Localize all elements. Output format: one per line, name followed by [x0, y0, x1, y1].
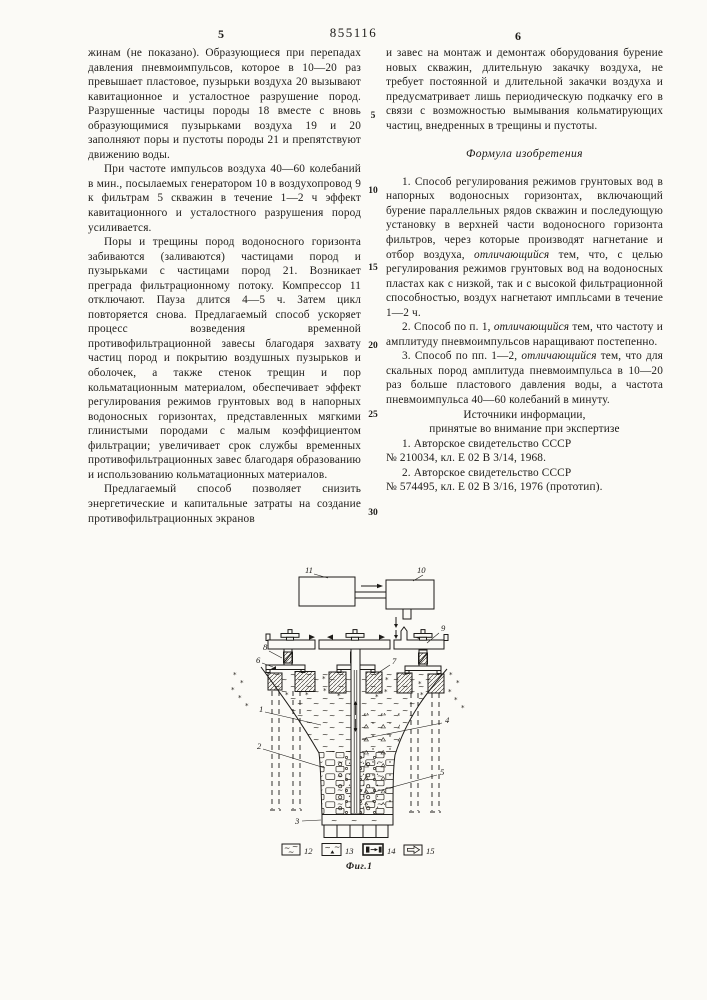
legend-symbol-tilde: ~ — [334, 842, 341, 852]
generator-box — [386, 580, 434, 609]
claim-paragraph — [386, 175, 663, 320]
svg-text:*: * — [456, 679, 460, 687]
legend-label-12: 12 — [304, 846, 313, 856]
paragraph: При частоте импульсов воздуха 40—60 колебаний в мин., посылаемых генератором 10 в воздухопровод 9 к фильтрам 5 скважин в течение 1—2 ч эффект кавитационного и усталостного разрушения пород усиливается. — [88, 163, 361, 234]
svg-text:*: * — [322, 675, 326, 683]
part-label-2: 2 — [257, 741, 262, 751]
flow-arrow-icon — [377, 584, 383, 588]
bottom-layers — [322, 815, 393, 838]
claim-text: тем, что частоту и амплитуду пневмоимпульсов наращивают постепенно. — [386, 321, 663, 348]
svg-text:*: * — [454, 696, 458, 704]
flow-arrow-icon — [327, 635, 333, 640]
claim-paragraph — [386, 349, 663, 407]
svg-text:*: * — [385, 676, 389, 684]
source-line: 1. Авторское свидетельство СССР — [402, 437, 572, 450]
legend-symbol-bar — [379, 847, 382, 853]
legend-label-14: 14 — [387, 846, 396, 856]
gutter-line-number: 5 — [370, 111, 376, 121]
source-line: № 210034, кл. Е 02 В 3/14, 1968. — [386, 452, 547, 465]
svg-text:*: * — [448, 688, 452, 696]
svg-text:*: * — [240, 679, 244, 687]
part-label-3: 3 — [295, 816, 300, 826]
part-label-7: 7 — [392, 656, 397, 666]
svg-text:*: * — [420, 691, 424, 699]
svg-text:*: * — [418, 680, 422, 688]
claim-text: 3. Способ по пп. 1—2, — [402, 350, 522, 363]
wellhead-valve — [414, 630, 432, 641]
column-left — [88, 46, 361, 526]
source-line: 2. Авторское свидетельство СССР — [402, 466, 572, 479]
flow-arrow-icon — [379, 635, 385, 640]
claim-italic-term: отличающийся — [474, 248, 550, 261]
svg-text:*: * — [375, 693, 379, 701]
svg-text:~: ~ — [331, 816, 338, 825]
part-label-5: 5 — [440, 767, 445, 777]
paragraph: жинам (не показано). Образующиеся при перепадах давления пневмоимпульсов, которое в 10—20 раз превышает пластовое, пузырьки воздуха 20 вызывают кавитационное и усталостное разрушение пород. Разрушенные частицы породы 18 вместе с вновь образующимися пузырьками воздуха 19 и 20 заполняют поры и пустоты породы 21 и препятствуют движению воды. — [88, 47, 361, 161]
figure-1 — [225, 563, 495, 885]
svg-text:*: * — [231, 686, 235, 694]
down-arrow-icon — [394, 635, 398, 639]
gutter-line-number: 20 — [368, 341, 378, 351]
part-label-10: 10 — [417, 565, 426, 575]
legend-symbol-arrow — [375, 848, 378, 851]
gutter-line-number: 30 — [368, 508, 378, 518]
part-label-4: 4 — [445, 715, 450, 725]
brick-layer — [324, 825, 388, 838]
source-line: № 574495, кл. Е 02 В 3/16, 1976 (прототип). — [386, 481, 603, 494]
claim-italic-term: отличающийся — [521, 350, 597, 363]
svg-text:*: * — [305, 691, 309, 699]
paragraph: Поры и трещины пород водоносного горизонта забиваются (заливаются) частицами пород и пузырьками с частицами пород 21. Возникает преграда фильтрационному потоку. Компрессор 11 отключают. Пауза длится 4—5 ч. Затем цикл повторяется снова. Предлагаемый способ ускоряет процесс возведения временной противофильтрационной завесы благодаря захвату частиц пород и покрытию воздушных пузырьков и оболочек, а также стенок трещин и пор кольматационным материалом, обеспечивает эффект регулирования режимов грунтовых вод в напорных водоносных горизонтах, представленных мягкими глинистыми породами с малым коэффициентом фильтрации; увеличивает срок службы временных противофильтрационных завес благодаря образованию и использованию кольматационных материалов. — [88, 236, 361, 481]
paragraph: Предлагаемый способ позволяет снизить энергетические и капитальные затраты на создание противофильтрационных экранов — [88, 483, 361, 525]
legend-label-15: 15 — [426, 846, 435, 856]
claim-text: 2. Способ по п. 1, — [402, 321, 494, 334]
page-number-right: 6 — [515, 29, 521, 43]
doc-number: 855116 — [329, 25, 378, 40]
gutter-line-number: 10 — [368, 186, 378, 196]
wellhead-valve — [281, 630, 299, 641]
svg-text:~: ~ — [351, 816, 358, 825]
claim-italic-term: отличающийся — [493, 321, 570, 334]
claim-text: тем, что, с целью регулирования режимов грунтовых вод на водоносных пластах как с низкой, так и с высокой фильтрационной способностью, воздух нагнетают импльсами в течение 1—2 ч. — [386, 248, 664, 319]
figure-drawing — [225, 563, 495, 885]
legend-symbol-tilde: ~ — [284, 843, 291, 853]
svg-text:*: * — [461, 704, 465, 712]
part-label-11: 11 — [305, 565, 313, 575]
down-arrow-icon — [394, 624, 398, 628]
legend-symbol-tilde: ~ — [324, 843, 331, 852]
legend-label-13: 13 — [345, 846, 354, 856]
svg-text:*: * — [337, 692, 341, 700]
machinery — [299, 577, 434, 639]
legend-symbol-tilde: ~ — [288, 847, 295, 857]
column-right — [386, 46, 663, 495]
sources-intro-line: принятые во внимание при экспертизе — [429, 423, 620, 436]
gutter-line-number: 25 — [368, 410, 378, 420]
part-label-9: 9 — [441, 623, 446, 633]
svg-text:*: * — [238, 694, 242, 702]
svg-text:*: * — [245, 702, 249, 710]
part-label-8: 8 — [263, 642, 268, 652]
compressor-box — [299, 577, 355, 606]
part-label-6: 6 — [256, 655, 261, 665]
open-arrow-icon — [408, 846, 420, 853]
central-well-pipe — [351, 649, 360, 814]
svg-text:*: * — [233, 671, 237, 679]
claim-paragraph — [386, 320, 663, 349]
page-number-left: 5 — [218, 27, 224, 41]
gutter-line-number: 15 — [368, 263, 378, 273]
claim-text: 1. Способ регулирования режимов грунтовых вод в напорных водоносных горизонтах, включающий бурение параллельных рядов скважин и последующую установку в верхней части водоносного горизонта фильтров, через которые производят нагнетание и отбор воздуха, — [386, 175, 663, 261]
flow-arrow-icon — [309, 635, 315, 640]
air-pipeline — [266, 627, 448, 649]
figure-caption: Фиг.1 — [346, 862, 373, 872]
sources-intro-line: Источники информации, — [463, 408, 586, 421]
svg-text:*: * — [449, 671, 453, 679]
svg-text:*: * — [323, 687, 327, 695]
paragraph: и завес на монтаж и демонтаж оборудования бурение новых скважин, длительную закачку воздуха, не требует постоянной и длительной закачки воздуха и предусматривает лишь периодическую подкачку его в связи с возможностью вымывания кольматирующих частиц, внедренных в трещины и пустоты. — [386, 47, 663, 132]
legend-symbol-bar — [366, 847, 369, 853]
sources-list — [386, 437, 663, 495]
formula-heading: Формула изобретения — [466, 147, 583, 161]
svg-text:*: * — [285, 691, 289, 699]
wellhead-valve — [346, 630, 364, 641]
part-label-1: 1 — [259, 704, 264, 714]
legend-symbol-tilde: ~ — [292, 842, 299, 851]
claims — [386, 175, 663, 408]
claim-text: тем, что для скальных пород амплитуда пневмоимпульса в 10—20 раз больше пластового давления воды, а частота пневмоимпульса 40—60 колебаний в минуту. — [386, 350, 663, 407]
svg-text:~: ~ — [371, 816, 378, 825]
svg-text:*: * — [384, 688, 388, 696]
